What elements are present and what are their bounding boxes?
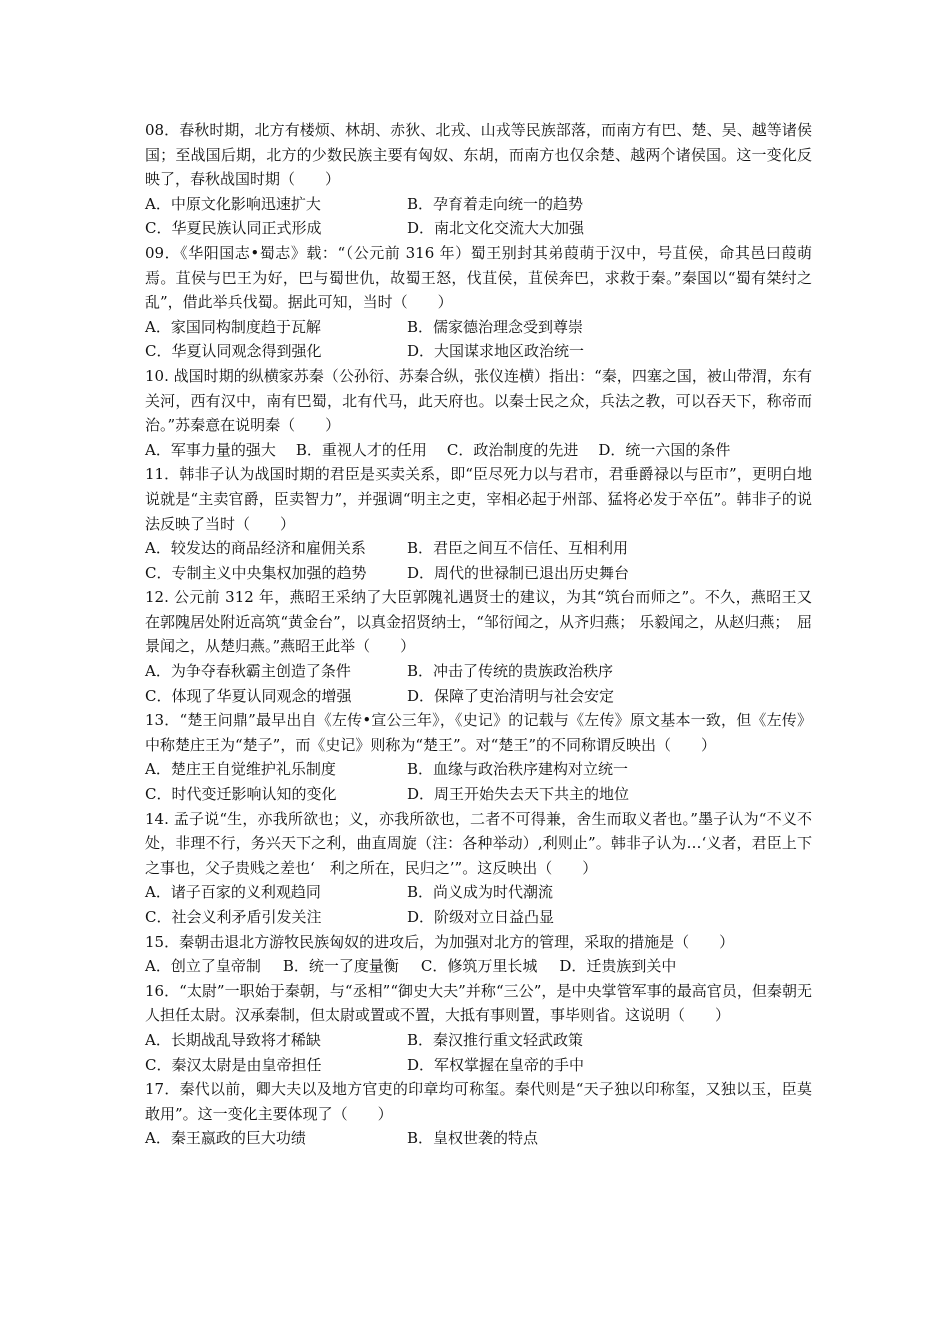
answer-option: A．诸子百家的义利观趋同 [145, 883, 321, 902]
answer-option: D．南北文化交流大大加强 [407, 219, 585, 238]
answer-option: A．创立了皇帝制 [145, 957, 261, 976]
answer-option: B．君臣之间互不信任、互相利用 [407, 539, 629, 558]
option-row [145, 757, 812, 782]
answer-option: A．秦王嬴政的巨大功绩 [145, 1129, 306, 1148]
answer-option: D．统一六国的条件 [598, 440, 731, 459]
option-row [145, 216, 812, 241]
option-row [145, 438, 812, 463]
answer-option: D．周王开始失去天下共主的地位 [407, 785, 630, 804]
question-item [145, 807, 812, 930]
option-row [145, 659, 812, 684]
question-item [145, 708, 812, 806]
answer-option: A．较发达的商品经济和雇佣关系 [145, 539, 366, 558]
answer-option: B．冲击了传统的贵族政治秩序 [407, 662, 614, 681]
question-item [145, 585, 812, 708]
option-row [145, 561, 812, 586]
question-stem: 10. 战国时期的纵横家苏秦（公孙衍、苏秦合纵，张仪连横）指出：“秦，四塞之国，被山带渭，东有关河，西有汉中，南有巴蜀，北有代马，此天府也。以秦士民之众，兵法之教，可以吞天下，称帝而治。”苏秦意在说明秦（ ） [145, 366, 812, 435]
answer-option: B．重视人才的任用 [295, 440, 427, 459]
answer-option: A．军事力量的强大 [145, 440, 276, 459]
answer-option: B．儒家德治理念受到尊崇 [407, 317, 584, 336]
answer-option: A．楚庄王自觉维护礼乐制度 [145, 760, 336, 779]
option-row [145, 1028, 812, 1053]
answer-option: B．皇权世袭的特点 [407, 1129, 539, 1148]
answer-option: C．体现了华夏认同观念的增强 [145, 686, 352, 705]
question-item [145, 364, 812, 462]
option-row [145, 905, 812, 930]
answer-option: D．保障了吏治清明与社会安定 [407, 686, 615, 705]
answer-option: A．为争夺春秋霸主创造了条件 [145, 662, 351, 681]
option-row [145, 536, 812, 561]
question-item [145, 241, 812, 364]
option-row [145, 1053, 812, 1078]
answer-option: C．政治制度的先进 [446, 440, 579, 459]
question-item [145, 930, 812, 979]
question-stem: 17．秦代以前，卿大夫以及地方官吏的印章均可称玺。秦代则是“天子独以印称玺，又独以玉，臣莫敢用”。这一变化主要体现了（ ） [145, 1080, 812, 1123]
option-row [145, 192, 812, 217]
answer-option: B．血缘与政治秩序建构对立统一 [407, 760, 629, 779]
answer-option: C．修筑万里长城 [420, 957, 538, 976]
answer-option: B．统一了度量衡 [282, 957, 399, 976]
answer-option: D．阶级对立日益凸显 [407, 908, 555, 926]
question-stem: 12. 公元前 312 年，燕昭王采纳了大臣郭隗礼遇贤士的建议，为其“筑台而师之”。不久，燕昭王又在郭隗居处附近高筑“黄金台”，以真金招贤纳士，“邹衍闻之，从齐归燕； 乐毅闻之，从赵归燕； 屈景闻之，从楚归燕。”燕昭王此举（ ） [145, 588, 812, 656]
answer-option: C．专制主义中央集权加强的趋势 [145, 563, 367, 582]
answer-option: A．家国同构制度趋于瓦解 [145, 317, 321, 336]
option-row [145, 315, 812, 340]
answer-option: C．社会义利矛盾引发关注 [145, 908, 322, 926]
answer-option: C．华夏民族认同正式形成 [145, 219, 322, 238]
answer-option: B．秦汉推行重文轻武政策 [407, 1030, 584, 1049]
answer-option: A．中原文化影响迅速扩大 [145, 194, 321, 213]
answer-option: C．时代变迁影响认知的变化 [145, 785, 337, 804]
option-row [145, 954, 812, 979]
question-item [145, 118, 812, 241]
question-stem: 11．韩非子认为战国时期的君臣是买卖关系，即“臣尽死力以与君市，君垂爵禄以与臣市”，更明白地说就是“主卖官爵，臣卖智力”，并强调“明主之吏，宰相必起于州部、猛将必发于卒伍”。韩非子的说法反映了当时（ ） [145, 465, 812, 533]
option-row [145, 339, 812, 364]
answer-option: A．长期战乱导致将才稀缺 [145, 1030, 321, 1049]
question-stem: 15．秦朝击退北方游牧民族匈奴的进攻后，为加强对北方的管理，采取的措施是（ ） [145, 932, 735, 951]
option-row [145, 782, 812, 807]
answer-option: C．秦汉太尉是由皇帝担任 [145, 1055, 322, 1074]
answer-option: B．孕育着走向统一的趋势 [407, 194, 584, 213]
answer-option: D．迁贵族到关中 [559, 957, 677, 976]
question-item [145, 979, 812, 1077]
question-stem: 09．《华阳国志•蜀志》载：“（公元前 316 年）蜀王别封其弟葭萌于汉中，号苴侯，命其邑曰葭萌焉。苴侯与巴王为好，巴与蜀世仇，故蜀王怒，伐苴侯，苴侯奔巴，求救于秦。”秦国以“蜀有桀纣之乱”，借此举兵伐蜀。据此可知，当时（ ） [145, 243, 812, 312]
question-stem: 16．“太尉”一职始于秦朝，与“丞相”“御史大夫”并称“三公”，是中央掌管军事的最高官员，但秦朝无人担任太尉。汉承秦制，但太尉或置或不置，大抵有事则置，事毕则省。这说明（ ） [145, 981, 812, 1025]
question-stem: 08．春秋时期，北方有楼烦、林胡、赤狄、北戎、山戎等民族部落，而南方有巴、楚、吴、越等诸侯国；至战国后期，北方的少数民族主要有匈奴、东胡，而南方也仅余楚、越两个诸侯国。这一变化反映了，春秋战国时期（ ） [145, 121, 812, 189]
answer-option: D．周代的世禄制已退出历史舞台 [407, 563, 630, 582]
answer-option: C．华夏认同观念得到强化 [145, 342, 322, 361]
question-stem: 13．“楚王问鼎”最早出自《左传•宣公三年》，《史记》的记载与《左传》原文基本一致，但《左传》中称楚庄王为“楚子”，而《史记》则称为“楚王”。对“楚王”的不同称谓反映出（ ） [145, 711, 812, 754]
option-row [145, 880, 812, 905]
option-row [145, 684, 812, 709]
answer-option: B．尚义成为时代潮流 [407, 883, 554, 902]
answer-option: D．军权掌握在皇帝的手中 [407, 1055, 585, 1074]
question-item [145, 462, 812, 585]
question-stem: 14. 孟子说“生，亦我所欲也；义，亦我所欲也，二者不可得兼，舍生而取义者也。”墨子认为“不义不处，非理不行，务兴天下之利，曲直周旋（注：各种举动）,利则止”。韩非子认为…‘义者，君臣上下之事也，父子贵贱之差也‘ 利之所在，民归之’”。这反映出（ ） [145, 809, 812, 877]
question-item [145, 1077, 812, 1151]
option-row [145, 1126, 812, 1151]
answer-option: D．大国谋求地区政治统一 [407, 342, 585, 361]
